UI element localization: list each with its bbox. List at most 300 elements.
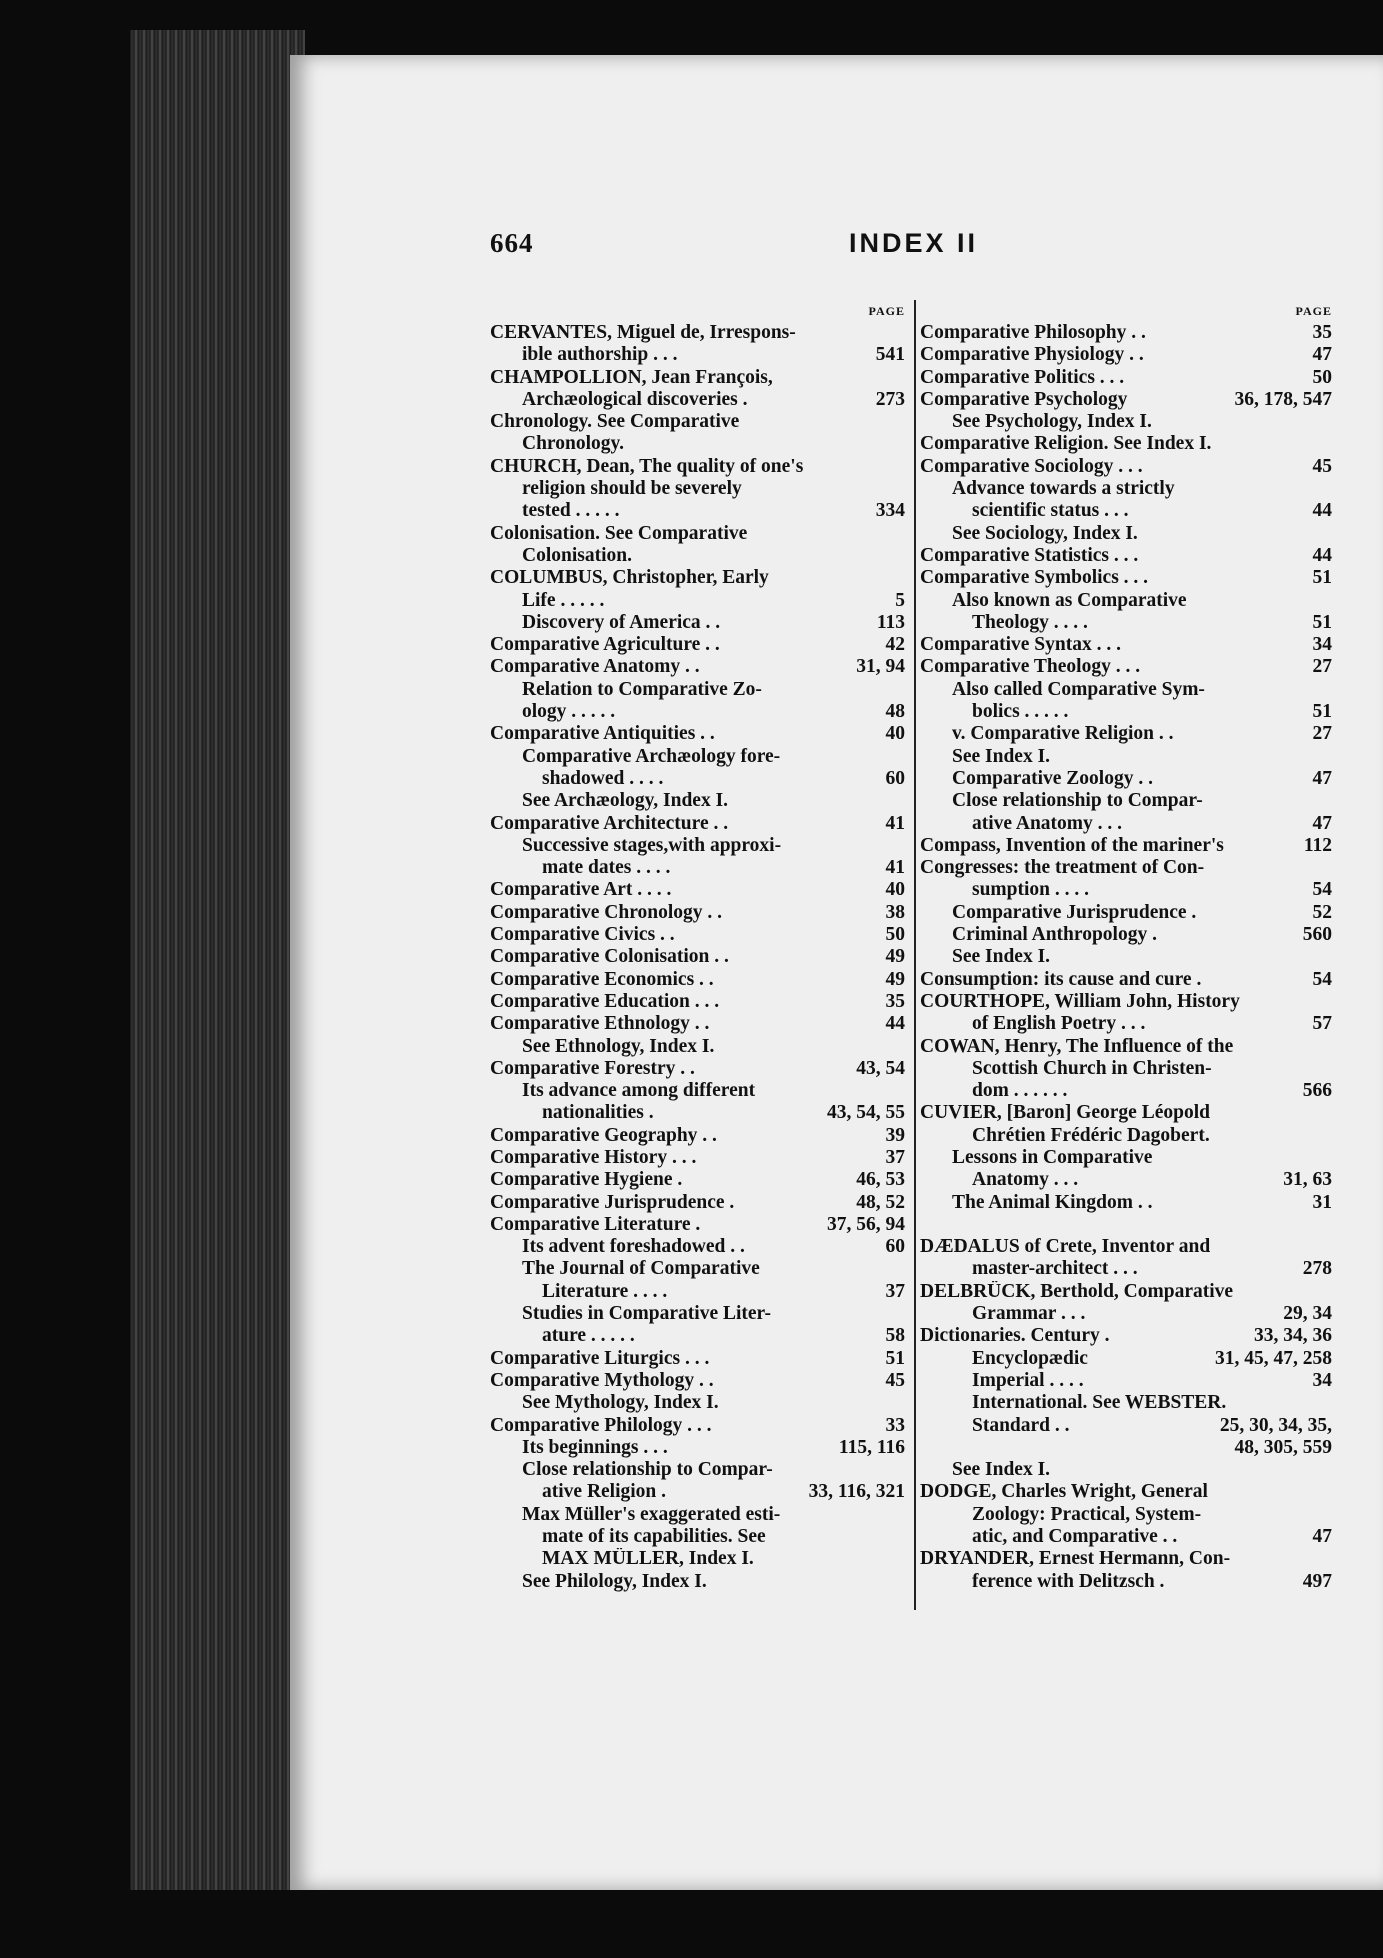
- entry-page-ref: 39: [885, 1124, 905, 1146]
- entry-page-ref: 278: [1302, 1258, 1332, 1280]
- entry-text: CHAMPOLLION, Jean François,: [490, 366, 773, 388]
- entry-text: Comparative Philology . . .: [490, 1414, 712, 1436]
- entry-page-ref: 27: [1312, 656, 1332, 678]
- index-entry: [490, 1214, 905, 1236]
- entry-text: Comparative Symbolics . . .: [920, 567, 1149, 589]
- entry-page-ref: 51: [1312, 701, 1332, 723]
- entry-text: ature . . . . .: [542, 1325, 635, 1347]
- index-entry: [920, 679, 1332, 701]
- entry-text: mate of its capabilities. See: [542, 1526, 766, 1548]
- entry-text: Max Müller's exaggerated esti-: [522, 1503, 781, 1525]
- column-divider: [914, 300, 916, 1610]
- index-entry: [490, 1102, 905, 1124]
- index-entry: [490, 902, 905, 924]
- index-entry: [490, 1036, 905, 1058]
- entry-text: Comparative Hygiene .: [490, 1169, 683, 1191]
- index-entry: [920, 1415, 1332, 1437]
- entry-text: COURTHOPE, William John, History: [920, 990, 1240, 1012]
- index-column-left: [490, 300, 905, 1593]
- entry-text: See Index I.: [952, 1459, 1051, 1481]
- entry-text: CUVIER, [Baron] George Léopold: [920, 1102, 1210, 1124]
- index-entry: [920, 1548, 1332, 1570]
- entry-page-ref: 37, 56, 94: [827, 1213, 905, 1235]
- entry-text: Comparative Civics . .: [490, 924, 675, 946]
- entry-text: Comparative Education . . .: [490, 990, 720, 1012]
- entry-text: See Ethnology, Index I.: [522, 1035, 715, 1057]
- index-entry: [920, 1303, 1332, 1325]
- entry-text: The Journal of Comparative: [522, 1258, 760, 1280]
- index-entry: [490, 1437, 905, 1459]
- entry-page-ref: 54: [1312, 968, 1332, 990]
- index-entry: [920, 322, 1332, 344]
- index-entry: [490, 969, 905, 991]
- entry-text: Life . . . . .: [522, 589, 605, 611]
- entry-text: Compass, Invention of the mariner's: [920, 834, 1224, 856]
- entry-text: The Animal Kingdom . .: [952, 1191, 1153, 1213]
- entry-text: Comparative Anatomy . .: [490, 656, 700, 678]
- entry-page-ref: 33, 116, 321: [808, 1481, 905, 1503]
- entry-text: Comparative Philosophy . .: [920, 322, 1146, 343]
- entry-text: religion should be severely: [522, 478, 742, 500]
- entry-page-ref: 25, 30, 34, 35,: [1219, 1414, 1332, 1436]
- index-entry: [920, 991, 1332, 1013]
- entry-page-ref: 51: [1312, 567, 1332, 589]
- index-entry: [920, 1281, 1332, 1303]
- index-entry: [490, 478, 905, 500]
- index-entry: [920, 1125, 1332, 1147]
- entry-page-ref: 49: [885, 968, 905, 990]
- index-entry: [920, 545, 1332, 567]
- entry-page-ref: 60: [885, 767, 905, 789]
- index-entry: [920, 344, 1332, 366]
- index-entry: [920, 1392, 1332, 1414]
- entry-text: Comparative Politics . . .: [920, 366, 1125, 388]
- entry-text: Comparative Jurisprudence .: [490, 1191, 735, 1213]
- entry-text: Comparative Jurisprudence .: [952, 901, 1197, 923]
- entry-text: COWAN, Henry, The Influence of the: [920, 1035, 1234, 1057]
- index-entry: [490, 411, 905, 433]
- index-entry: [490, 991, 905, 1013]
- entry-text: tested . . . . .: [522, 500, 620, 522]
- index-entry: [490, 790, 905, 812]
- entry-text: Chronology.: [522, 433, 625, 455]
- left-entries: [490, 322, 905, 1593]
- entry-page-ref: 42: [885, 634, 905, 656]
- entry-page-ref: 44: [1312, 544, 1332, 566]
- index-entry: [490, 1370, 905, 1392]
- entry-text: Comparative Forestry . .: [490, 1057, 695, 1079]
- page-header: [0, 228, 1383, 262]
- entry-text: Comparative Agriculture . .: [490, 634, 720, 656]
- entry-page-ref: 58: [885, 1325, 905, 1347]
- entry-text: Close relationship to Compar-: [522, 1459, 773, 1481]
- entry-text: Comparative Art . . . .: [490, 879, 672, 901]
- index-entry: [920, 500, 1332, 522]
- entry-text: Comparative Colonisation . .: [490, 946, 729, 968]
- index-entry: [920, 634, 1332, 656]
- entry-text: Its advance among different: [522, 1080, 756, 1102]
- entry-text: See Philology, Index I.: [522, 1570, 707, 1592]
- index-entry: [920, 1169, 1332, 1191]
- index-entry: [920, 1258, 1332, 1280]
- entry-page-ref: 60: [885, 1236, 905, 1258]
- entry-text: sumption . . . .: [972, 879, 1090, 901]
- entry-page-ref: 47: [1312, 1526, 1332, 1548]
- entry-text: dom . . . . . .: [972, 1080, 1068, 1102]
- index-entry: [920, 1192, 1332, 1214]
- entry-page-ref: 44: [1312, 500, 1332, 522]
- entry-text: Also known as Comparative: [952, 589, 1187, 611]
- index-entry: [920, 612, 1332, 634]
- entry-page-ref: 45: [885, 1369, 905, 1391]
- index-entry: [920, 1370, 1332, 1392]
- index-entry: [920, 389, 1332, 411]
- entry-text: See Psychology, Index I.: [952, 411, 1152, 433]
- index-entry: [490, 1348, 905, 1370]
- entry-page-ref: 46, 53: [856, 1169, 905, 1191]
- entry-page-ref: 47: [1312, 344, 1332, 366]
- index-entry: [490, 590, 905, 612]
- entry-page-ref: 31, 94: [856, 656, 905, 678]
- entry-page-ref: 27: [1312, 723, 1332, 745]
- index-entry: [490, 701, 905, 723]
- entry-text: Comparative Economics . .: [490, 968, 714, 990]
- index-entry: [490, 1080, 905, 1102]
- entry-text: See Archæology, Index I.: [522, 790, 729, 812]
- entry-text: Chrétien Frédéric Dagobert.: [972, 1124, 1210, 1146]
- index-entry: [490, 1013, 905, 1035]
- index-entry: [920, 567, 1332, 589]
- entry-text: ative Anatomy . . .: [972, 812, 1123, 834]
- entry-text: Comparative Theology . . .: [920, 656, 1141, 678]
- entry-text: Anatomy . . .: [972, 1169, 1079, 1191]
- entry-text: Comparative Chronology . .: [490, 901, 723, 923]
- entry-text: See Mythology, Index I.: [522, 1392, 719, 1414]
- entry-text: Comparative Psychology: [920, 388, 1128, 410]
- entry-text: ology . . . . .: [522, 701, 616, 723]
- entry-text: nationalities .: [542, 1102, 654, 1124]
- index-entry: [920, 1080, 1332, 1102]
- index-entry: [920, 857, 1332, 879]
- index-entry: [490, 1548, 905, 1570]
- entry-text: Congresses: the treatment of Con-: [920, 857, 1205, 879]
- entry-page-ref: 43, 54: [856, 1057, 905, 1079]
- index-entry: [490, 879, 905, 901]
- index-entry: [490, 1325, 905, 1347]
- entry-text: Comparative Geography . .: [490, 1124, 717, 1146]
- entry-page-ref: 115, 116: [838, 1436, 905, 1458]
- index-entry: [920, 1236, 1332, 1258]
- index-entry: [920, 1504, 1332, 1526]
- index-entry: [490, 1526, 905, 1548]
- index-entry: [490, 456, 905, 478]
- entry-page-ref: 112: [1303, 834, 1332, 856]
- entry-text: See Index I.: [952, 745, 1051, 767]
- index-column-right: [920, 300, 1332, 1593]
- entry-text: Also called Comparative Sym-: [952, 678, 1205, 700]
- entry-text: Colonisation.: [522, 544, 632, 566]
- index-entry: [920, 1013, 1332, 1035]
- index-entry: [490, 656, 905, 678]
- index-entry: [920, 1147, 1332, 1169]
- entry-text: Criminal Anthropology .: [952, 924, 1157, 946]
- entry-page-ref: 566: [1302, 1080, 1332, 1102]
- entry-text: Grammar . . .: [972, 1303, 1086, 1325]
- index-entry: [490, 1281, 905, 1303]
- index-entry: [920, 1325, 1332, 1347]
- entry-page-ref: 41: [885, 857, 905, 879]
- index-entry: [490, 924, 905, 946]
- entry-text: Discovery of America . .: [522, 611, 721, 633]
- index-entry: [920, 1102, 1332, 1124]
- entry-page-ref: 43, 54, 55: [827, 1102, 905, 1124]
- index-entry: [920, 478, 1332, 500]
- entry-page-ref: 33: [885, 1414, 905, 1436]
- entry-text: Comparative Statistics . . .: [920, 544, 1139, 566]
- column-head-page: PAGE: [868, 304, 905, 318]
- entry-text: Close relationship to Compar-: [952, 790, 1203, 812]
- index-entry: [490, 1571, 905, 1593]
- entry-text: shadowed . . . .: [542, 767, 664, 789]
- entry-page-ref: 57: [1312, 1013, 1332, 1035]
- entry-text: Comparative Literature .: [490, 1213, 701, 1235]
- index-entry: [920, 1571, 1332, 1593]
- index-entry: [490, 1125, 905, 1147]
- index-entry: [490, 1303, 905, 1325]
- index-entry: [920, 835, 1332, 857]
- entry-text: See Sociology, Index I.: [952, 522, 1138, 544]
- index-entry: [490, 523, 905, 545]
- index-entry: [490, 1058, 905, 1080]
- index-entry: [920, 813, 1332, 835]
- entry-page-ref: 541: [875, 344, 905, 366]
- entry-text: Colonisation. See Comparative: [490, 522, 748, 544]
- entry-text: Comparative Ethnology . .: [490, 1013, 710, 1035]
- index-entry: [920, 924, 1332, 946]
- entry-text: Relation to Comparative Zo-: [522, 678, 762, 700]
- index-entry: [490, 1392, 905, 1414]
- entry-page-ref: 273: [875, 388, 905, 410]
- entry-text: Comparative Archæology fore-: [522, 745, 781, 767]
- entry-text: Comparative Physiology . .: [920, 344, 1144, 366]
- entry-text: Comparative Antiquities . .: [490, 723, 715, 745]
- entry-text: master-architect . . .: [972, 1258, 1138, 1280]
- entry-text: Lessons in Comparative: [952, 1146, 1153, 1168]
- entry-page-ref: 50: [885, 924, 905, 946]
- entry-text: v. Comparative Religion . .: [952, 723, 1174, 745]
- index-entry: [920, 879, 1332, 901]
- entry-page-ref: 334: [875, 500, 905, 522]
- entry-text: DELBRÜCK, Berthold, Comparative: [920, 1280, 1234, 1302]
- entry-text: atic, and Comparative . .: [972, 1526, 1178, 1548]
- index-entry: [490, 1169, 905, 1191]
- index-entry: [920, 523, 1332, 545]
- index-entry: [490, 813, 905, 835]
- index-entry: [920, 1058, 1332, 1080]
- entry-text: Studies in Comparative Liter-: [522, 1303, 771, 1325]
- index-entry: [920, 1214, 1332, 1236]
- entry-text: of English Poetry . . .: [972, 1013, 1146, 1035]
- entry-text: Comparative Liturgics . . .: [490, 1347, 710, 1369]
- entry-page-ref: 51: [1312, 611, 1332, 633]
- index-entry: [920, 1459, 1332, 1481]
- index-entry: [920, 1437, 1332, 1459]
- right-entries: [920, 322, 1332, 1593]
- entry-text: DÆDALUS of Crete, Inventor and: [920, 1236, 1211, 1258]
- entry-page-ref: 44: [885, 1013, 905, 1035]
- index-entry: [490, 768, 905, 790]
- entry-text: Archæological discoveries .: [522, 388, 748, 410]
- entry-text: Standard . .: [972, 1414, 1070, 1436]
- entry-page-ref: 34: [1312, 634, 1332, 656]
- entry-page-ref: 31, 63: [1283, 1169, 1332, 1191]
- index-entry: [920, 1036, 1332, 1058]
- entry-page-ref: 37: [885, 1280, 905, 1302]
- index-entry: [490, 1236, 905, 1258]
- entry-text: Literature . . . .: [542, 1280, 668, 1302]
- entry-page-ref: 47: [1312, 812, 1332, 834]
- index-entry: [490, 723, 905, 745]
- index-entry: [920, 723, 1332, 745]
- entry-page-ref: 38: [885, 901, 905, 923]
- entry-page-ref: 41: [885, 812, 905, 834]
- entry-text: Comparative Syntax . . .: [920, 634, 1121, 656]
- column-head-page: PAGE: [1295, 304, 1332, 318]
- entry-page-ref: 497: [1302, 1570, 1332, 1592]
- entry-text: Comparative Sociology . . .: [920, 455, 1143, 477]
- entry-page-ref: 54: [1312, 879, 1332, 901]
- entry-page-ref: 48: [885, 701, 905, 723]
- entry-text: Theology . . . .: [972, 611, 1088, 633]
- entry-text: Successive stages,with approxi-: [522, 834, 782, 856]
- index-entry: [490, 433, 905, 455]
- entry-page-ref: 48, 305, 559: [1234, 1436, 1332, 1458]
- index-entry: [920, 902, 1332, 924]
- entry-text: Encyclopædic: [972, 1347, 1088, 1369]
- entry-page-ref: 5: [895, 589, 905, 611]
- index-entry: [490, 1504, 905, 1526]
- index-entry: [920, 656, 1332, 678]
- index-entry: [490, 367, 905, 389]
- entry-text: International. See WEBSTER.: [972, 1392, 1227, 1414]
- book-page-edges: [130, 30, 305, 1890]
- entry-text: Imperial . . . .: [972, 1369, 1084, 1391]
- entry-page-ref: 40: [885, 723, 905, 745]
- entry-text: Scottish Church in Christen-: [972, 1057, 1212, 1079]
- entry-text: COLUMBUS, Christopher, Early: [490, 567, 769, 589]
- index-entry: [490, 545, 905, 567]
- entry-text: CERVANTES, Miguel de, Irrespons-: [490, 322, 796, 343]
- entry-page-ref: 47: [1312, 767, 1332, 789]
- entry-text: scientific status . . .: [972, 500, 1129, 522]
- index-entry: [920, 768, 1332, 790]
- index-entry: [490, 612, 905, 634]
- index-entry: [490, 835, 905, 857]
- index-entry: [490, 1147, 905, 1169]
- entry-text: DODGE, Charles Wright, General: [920, 1481, 1208, 1503]
- index-entry: [490, 344, 905, 366]
- index-entry: [920, 1481, 1332, 1503]
- entry-text: Comparative Mythology . .: [490, 1369, 714, 1391]
- entry-text: Comparative Zoology . .: [952, 767, 1153, 789]
- index-entry: [490, 746, 905, 768]
- index-entry: [490, 1415, 905, 1437]
- entry-text: See Index I.: [952, 946, 1051, 968]
- entry-page-ref: 51: [885, 1347, 905, 1369]
- index-entry: [920, 367, 1332, 389]
- entry-text: mate dates . . . .: [542, 857, 671, 879]
- entry-page-ref: 31: [1312, 1191, 1332, 1213]
- entry-page-ref: 37: [885, 1146, 905, 1168]
- index-entry: [490, 322, 905, 344]
- entry-page-ref: 29, 34: [1283, 1303, 1332, 1325]
- entry-page-ref: 48, 52: [856, 1191, 905, 1213]
- entry-text: Zoology: Practical, System-: [972, 1503, 1202, 1525]
- entry-page-ref: 35: [885, 990, 905, 1012]
- index-entry: [490, 1459, 905, 1481]
- entry-text: CHURCH, Dean, The quality of one's: [490, 455, 804, 477]
- entry-text: Consumption: its cause and cure .: [920, 968, 1202, 990]
- index-entry: [490, 1258, 905, 1280]
- index-entry: [920, 1526, 1332, 1548]
- index-entry: [490, 567, 905, 589]
- entry-text: DRYANDER, Ernest Hermann, Con-: [920, 1548, 1231, 1570]
- index-entry: [490, 946, 905, 968]
- index-entry: [920, 433, 1332, 455]
- index-entry: [920, 946, 1332, 968]
- index-entry: [490, 1192, 905, 1214]
- entry-text: ible authorship . . .: [522, 344, 678, 366]
- running-title: INDEX II: [849, 228, 979, 258]
- entry-text: Dictionaries. Century .: [920, 1325, 1110, 1347]
- entry-text: Its advent foreshadowed . .: [522, 1236, 745, 1258]
- entry-page-ref: 36, 178, 547: [1234, 388, 1332, 410]
- index-entry: [490, 679, 905, 701]
- entry-text: Its beginnings . . .: [522, 1436, 668, 1458]
- entry-page-ref: 560: [1302, 924, 1332, 946]
- entry-text: bolics . . . . .: [972, 701, 1069, 723]
- entry-text: ative Religion .: [542, 1481, 667, 1503]
- index-entry: [920, 790, 1332, 812]
- entry-page-ref: 45: [1312, 455, 1332, 477]
- page-number: 664: [490, 228, 534, 258]
- index-entry: [490, 500, 905, 522]
- entry-page-ref: 52: [1312, 901, 1332, 923]
- entry-text: Chronology. See Comparative: [490, 411, 740, 433]
- index-entry: [920, 411, 1332, 433]
- entry-text: Comparative Architecture . .: [490, 812, 729, 834]
- entry-page-ref: 34: [1312, 1369, 1332, 1391]
- index-entry: [920, 590, 1332, 612]
- entry-page-ref: 35: [1312, 322, 1332, 343]
- entry-page-ref: 40: [885, 879, 905, 901]
- entry-text: Comparative History . . .: [490, 1146, 697, 1168]
- entry-page-ref: 33, 34, 36: [1254, 1325, 1332, 1347]
- entry-page-ref: 113: [876, 611, 905, 633]
- index-entry: [920, 969, 1332, 991]
- index-entry: [920, 746, 1332, 768]
- index-entry: [490, 389, 905, 411]
- entry-text: MAX MÜLLER, Index I.: [542, 1548, 754, 1570]
- index-entry: [920, 456, 1332, 478]
- entry-text: Advance towards a strictly: [952, 478, 1175, 500]
- entry-text: Comparative Religion. See Index I.: [920, 433, 1212, 455]
- index-entry: [490, 857, 905, 879]
- entry-page-ref: 31, 45, 47, 258: [1215, 1347, 1332, 1369]
- entry-page-ref: 49: [885, 946, 905, 968]
- index-entry: [490, 1481, 905, 1503]
- index-entry: [490, 634, 905, 656]
